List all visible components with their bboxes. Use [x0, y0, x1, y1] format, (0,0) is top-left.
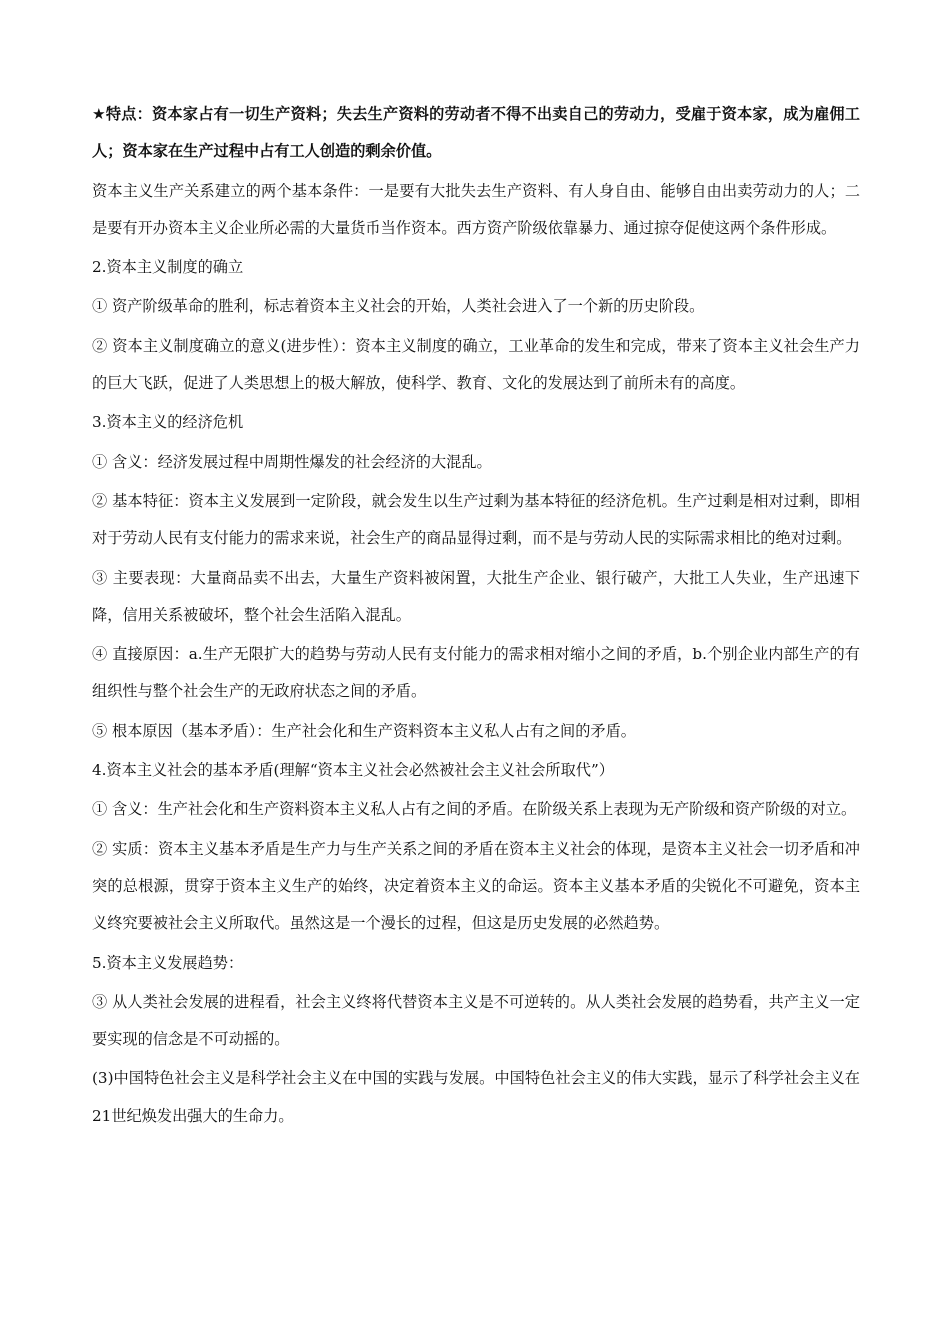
section-3-heading: 3.资本主义的经济危机 — [92, 413, 244, 432]
section-2-point-2: ② 资本主义制度确立的意义(进步性）：资本主义制度的确立，工业革命的发生和完成，带来了资本主义社会生产力的巨大飞跃，促进了人类思想上的极大解放，使科学、教育、文化的发展达到了前所未有的高度。 — [92, 336, 860, 393]
section-3-point-4: ④ 直接原因：a.生产无限扩大的趋势与劳动人民有支付能力的需求相对缩小之间的矛盾，b.个别企业内部生产的有组织性与整个社会生产的无政府状态之间的矛盾。 — [92, 645, 860, 701]
section-5-point-1: ③ 从人类社会发展的进程看，社会主义终将代替资本主义是不可逆转的。从人类社会发展的趋势看，共产主义一定要实现的信念是不可动摇的。 — [92, 992, 860, 1049]
section-5-heading: 5.资本主义发展趋势： — [92, 953, 244, 972]
section-5-point-2: (3)中国特色社会主义是科学社会主义在中国的实践与发展。中国特色社会主义的伟大实践，显示了科学社会主义在21世纪焕发出强大的生命力。 — [92, 1069, 860, 1125]
section-3-point-1: ① 含义：经济发展过程中周期性爆发的社会经济的大混乱。 — [92, 452, 492, 471]
section-2-point-1: ① 资产阶级革命的胜利，标志着资本主义社会的开始，人类社会进入了一个新的历史阶段。 — [92, 297, 705, 316]
section-4-point-1: ① 含义：生产社会化和生产资料资本主义私人占有之间的矛盾。在阶级关系上表现为无产阶级和资产阶级的对立。 — [92, 800, 857, 819]
section-3-point-5: ⑤ 根本原因（基本矛盾）：生产社会化和生产资料资本主义私人占有之间的矛盾。 — [92, 721, 636, 740]
section-4-point-2: ② 实质：资本主义基本矛盾是生产力与生产关系之间的矛盾在资本主义社会的体现，是资本主义社会一切矛盾和冲突的总根源，贯穿于资本主义生产的始终，决定着资本主义的命运。资本主义基本矛盾的尖锐化不可避免，资本主义终究要被社会主义所取代。虽然这是一个漫长的过程，但这是历史发展的必然趋势。 — [92, 839, 860, 933]
document-page — [92, 96, 860, 1137]
section-3-point-3: ③ 主要表现：大量商品卖不出去，大量生产资料被闲置，大批生产企业、银行破产，大批工人失业，生产迅速下降，信用关系被破坏，整个社会生活陷入混乱。 — [92, 568, 860, 624]
section-4-heading: 4.资本主义社会的基本矛盾(理解“资本主义社会必然被社会主义社会所取代”） — [92, 761, 614, 780]
conditions-paragraph: 资本主义生产关系建立的两个基本条件：一是要有大批失去生产资料、有人身自由、能够自由出卖劳动力的人；二是要有开办资本主义企业所必需的大量货币当作资本。西方资产阶级依靠暴力、通过掠夺促使这两个条件形成。 — [92, 181, 860, 237]
section-2-heading: 2.资本主义制度的确立 — [92, 258, 244, 277]
section-3-point-2: ② 基本特征：资本主义发展到一定阶段，就会发生以生产过剩为基本特征的经济危机。生产过剩是相对过剩，即相对于劳动人民有支付能力的需求来说，社会生产的商品显得过剩，而不是与劳动人民的实际需求相比的绝对过剩。 — [92, 491, 860, 548]
feature-bold-paragraph: ★特点：资本家占有一切生产资料；失去生产资料的劳动者不得不出卖自己的劳动力，受雇于资本家，成为雇佣工人；资本家在生产过程中占有工人创造的剩余价值。 — [92, 105, 860, 161]
